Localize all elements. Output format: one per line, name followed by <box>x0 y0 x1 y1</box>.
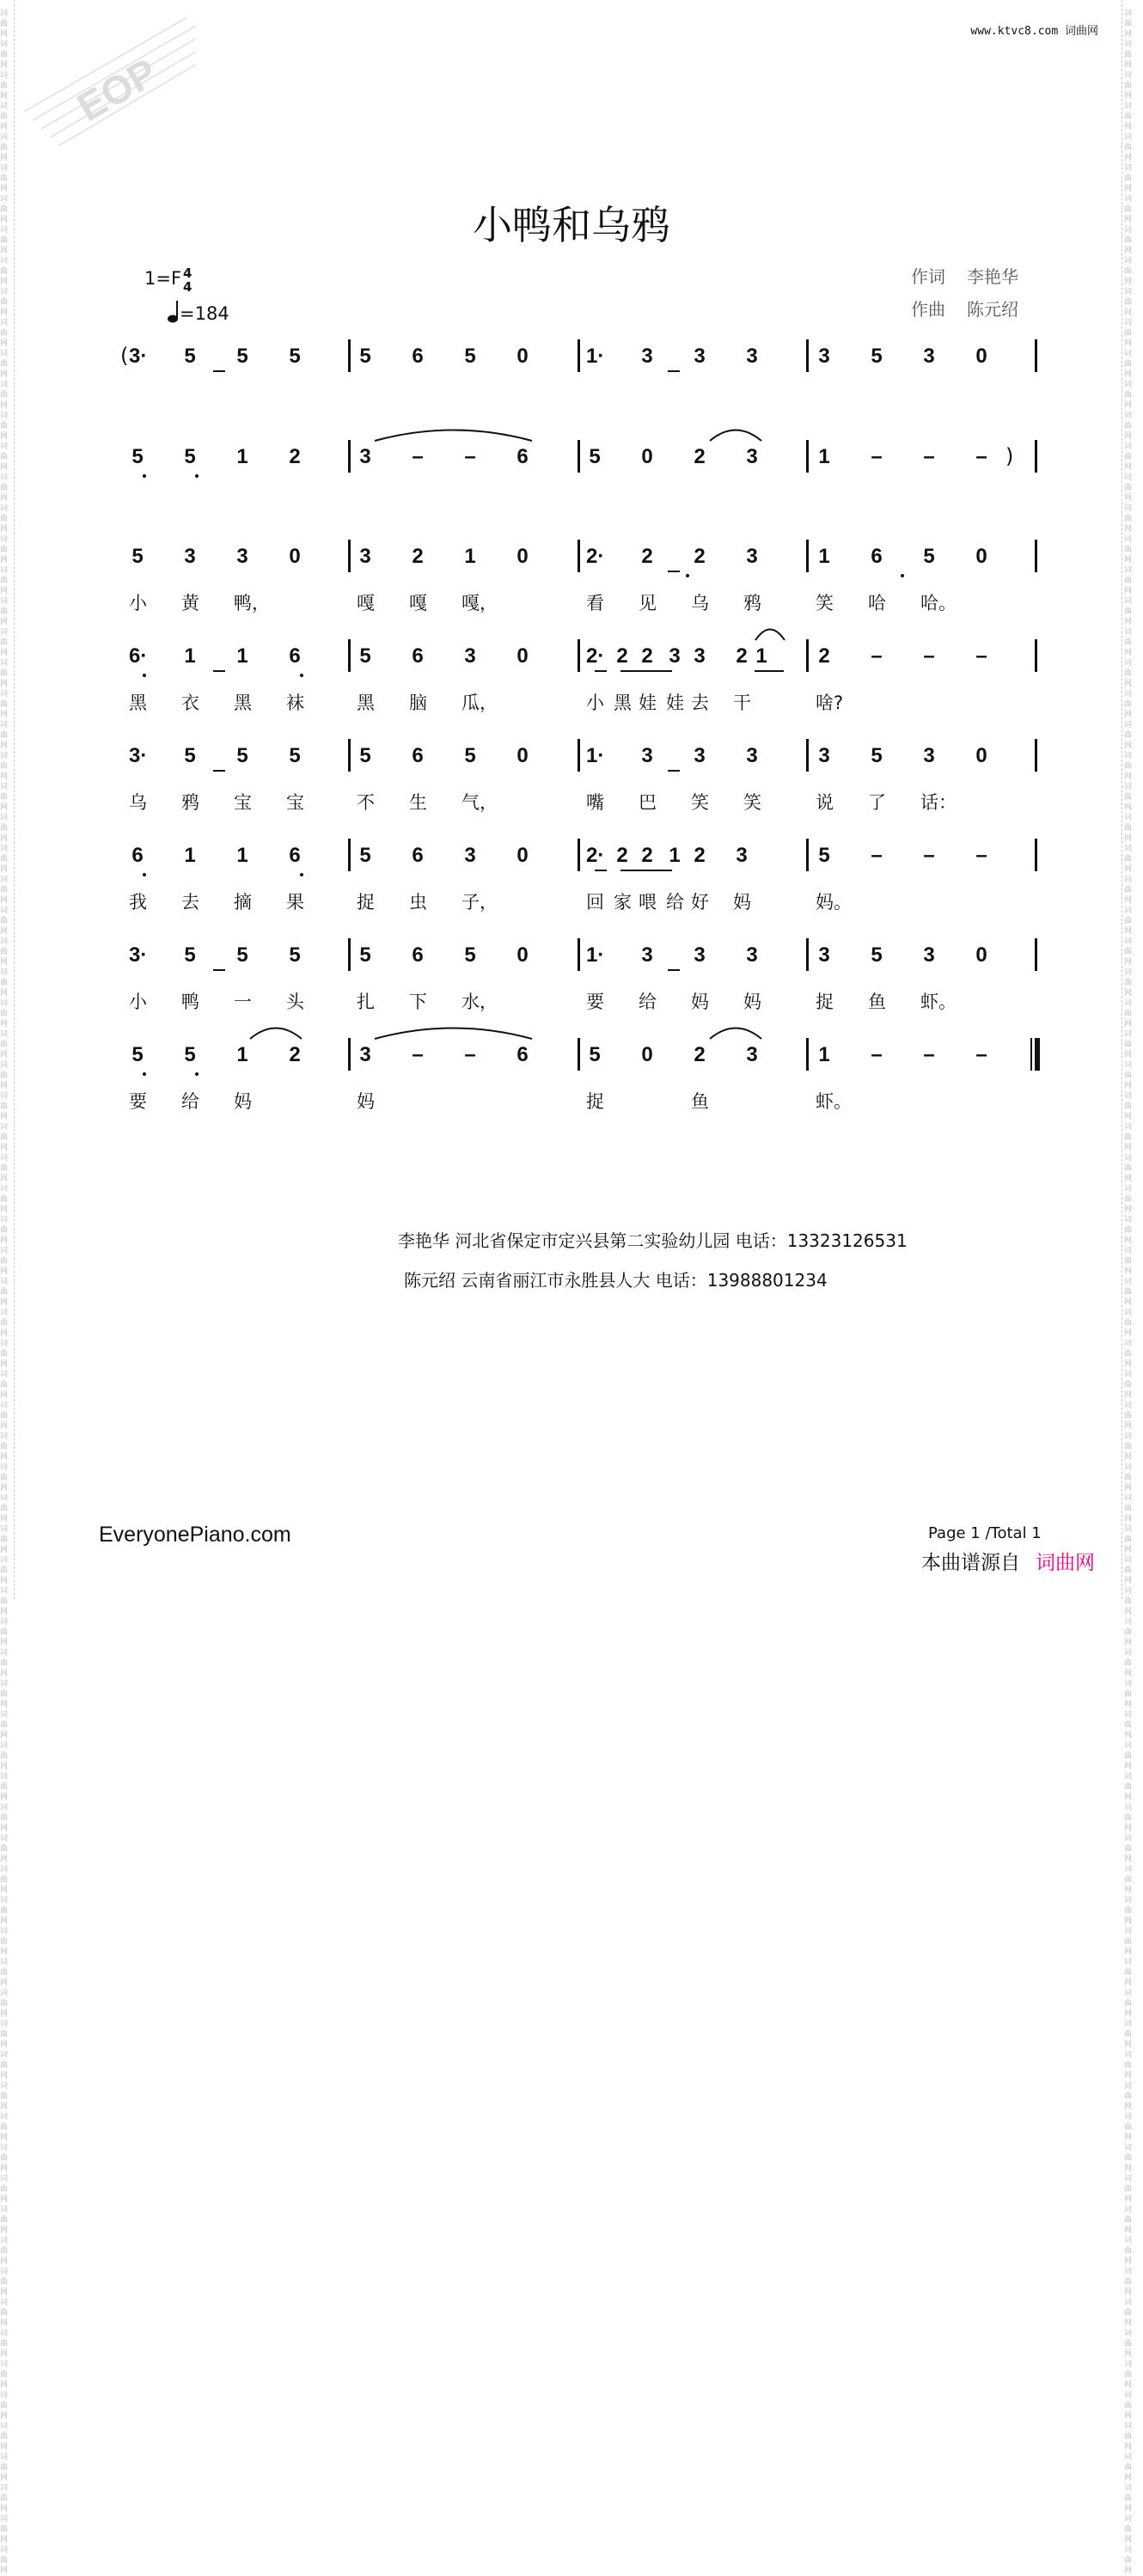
note: 3 <box>359 1043 371 1066</box>
beam-underline <box>213 370 225 372</box>
beam-underline <box>668 770 680 772</box>
note: 0 <box>516 844 529 867</box>
barline <box>1035 839 1037 871</box>
svg-text:EOP: EOP <box>70 49 165 130</box>
note: 5 <box>131 545 144 568</box>
tie-slur <box>249 1024 303 1040</box>
barline <box>578 440 580 473</box>
lyric-syllable: 喂 <box>639 892 657 913</box>
note: – <box>412 1043 424 1066</box>
note: 0 <box>516 943 529 967</box>
lyric-syllable: 给 <box>666 892 684 913</box>
barline <box>1035 639 1037 672</box>
barline <box>578 540 580 572</box>
note: 3 <box>746 744 758 767</box>
note: 3 <box>694 345 706 368</box>
composer-credit: 作曲 陈元绍 <box>911 299 1018 320</box>
note: 1· <box>586 744 605 767</box>
note: 5 <box>236 345 248 368</box>
lyric-syllable: 瓜， <box>461 693 498 713</box>
lyric-syllable: 生 <box>409 792 427 813</box>
note: 0 <box>516 644 529 668</box>
note: 2· <box>586 545 605 568</box>
note: 6 <box>412 844 424 867</box>
note: 3 <box>184 545 196 568</box>
note: 1· <box>586 943 605 967</box>
barline <box>806 440 809 473</box>
octave-dot <box>300 873 303 876</box>
lyric-syllable: 黑 <box>357 693 375 713</box>
lyric-syllable: 鱼 <box>691 1091 709 1112</box>
note: 6 <box>412 744 424 767</box>
note: 3 <box>236 545 248 568</box>
lyric-syllable: 小 <box>129 992 147 1012</box>
note: – <box>923 445 935 468</box>
octave-dot <box>143 873 146 876</box>
note: 2 <box>694 545 706 568</box>
lyric-syllable: 水， <box>461 992 498 1012</box>
lyric-syllable: 话： <box>920 792 957 813</box>
lyric-syllable: 回 <box>586 892 604 913</box>
lyric-syllable: 袜 <box>286 693 304 713</box>
note: 5 <box>464 744 476 767</box>
note: 0 <box>516 744 529 767</box>
lyric-syllable: 见 <box>639 593 657 613</box>
note: 0 <box>516 545 529 568</box>
note: 0 <box>975 345 987 368</box>
lyric-syllable: 给 <box>639 992 657 1012</box>
note: 5 <box>871 744 883 767</box>
barline <box>1035 739 1037 772</box>
final-barline <box>1030 1038 1032 1071</box>
lyric-syllable: 扎 <box>357 992 375 1012</box>
lyric-syllable: 嘎 <box>357 593 375 613</box>
tie-slur <box>709 426 762 442</box>
lyric-syllable: 鸦 <box>181 792 199 813</box>
octave-dot <box>901 574 904 577</box>
note: 3 <box>464 644 476 668</box>
note: 3 <box>923 744 935 767</box>
note: 3 <box>464 844 476 867</box>
lyric-syllable: 鸭， <box>234 593 270 613</box>
lyric-syllable: 啥? <box>816 693 844 713</box>
page-indicator: Page 1 /Total 1 <box>928 1524 1042 1542</box>
footer-brand: EveryonePiano.com <box>99 1523 291 1547</box>
note: 6 <box>516 1043 529 1066</box>
note: 3 <box>694 644 706 668</box>
beam-underline <box>620 670 672 672</box>
lyric-syllable: 小 <box>129 593 147 613</box>
note: 6 <box>871 545 883 568</box>
note: 5 <box>236 744 248 767</box>
note: 6 <box>289 644 301 668</box>
beam-underline <box>755 670 784 672</box>
octave-dot <box>143 1072 146 1076</box>
beam-underline <box>213 770 225 772</box>
lyric-syllable: 衣 <box>181 693 199 713</box>
note: 2 <box>694 1043 706 1066</box>
lyric-syllable: 捉 <box>816 992 834 1012</box>
site-url: www.ktvc8.com 词曲网 <box>970 25 1098 38</box>
note: 2 <box>694 445 706 468</box>
lyric-syllable: 下 <box>409 992 427 1012</box>
note: 5 <box>289 345 301 368</box>
note: 3 <box>746 943 758 967</box>
lyric-syllable: 黑 <box>129 693 147 713</box>
lyric-syllable: 妈 <box>234 1091 252 1112</box>
note: 3 <box>818 744 830 767</box>
lyric-syllable: 气， <box>461 792 498 813</box>
lyric-syllable: 嘎， <box>461 593 498 613</box>
lyric-syllable: 笑 <box>743 792 761 813</box>
lyric-syllable: 哈 <box>868 593 886 613</box>
note: 6 <box>412 644 424 668</box>
note: 1 <box>184 844 196 867</box>
note: 3 <box>746 545 758 568</box>
note: 6 <box>131 844 144 867</box>
barline <box>806 1038 809 1071</box>
note: 5 <box>359 345 371 368</box>
beam-underline <box>620 870 672 871</box>
note: 3 <box>359 445 371 468</box>
note: 5 <box>184 943 196 967</box>
note: 1 <box>669 844 681 867</box>
note: 0 <box>975 943 987 967</box>
source-credit: 本曲谱源自 词曲网 <box>921 1552 1095 1574</box>
barline <box>578 739 580 772</box>
lyric-syllable: 要 <box>586 992 604 1012</box>
lyric-syllable: 果 <box>286 892 304 913</box>
note: 5 <box>923 545 935 568</box>
note: 1 <box>755 644 767 668</box>
note: – <box>464 1043 476 1066</box>
note: 5 <box>464 943 476 967</box>
contact-lyricist: 李艳华 河北省保定市定兴县第二实验幼儿园 电话：13323126531 <box>398 1230 908 1251</box>
lyric-syllable: 嘎 <box>409 593 427 613</box>
note: 5 <box>184 744 196 767</box>
note: 3 <box>746 1043 758 1066</box>
lyric-syllable: 妈。 <box>816 892 852 913</box>
note: – <box>975 445 987 468</box>
note: 6 <box>516 445 529 468</box>
lyricist-credit: 作词 李艳华 <box>911 266 1018 287</box>
note: 3 <box>359 545 371 568</box>
note: 2 <box>641 844 653 867</box>
octave-dot <box>195 1072 199 1076</box>
barline <box>348 839 351 871</box>
note: – <box>871 844 883 867</box>
lyric-syllable: 去 <box>181 892 199 913</box>
note: 0 <box>516 345 529 368</box>
barline <box>348 440 351 473</box>
lyric-syllable: 家 <box>614 892 632 913</box>
lyric-syllable: 妈 <box>691 992 709 1012</box>
lyric-syllable: 鱼 <box>868 992 886 1012</box>
lyric-syllable: 巴 <box>639 792 657 813</box>
barline <box>578 839 580 871</box>
note: 3 <box>818 943 830 967</box>
note: 2 <box>641 545 653 568</box>
note: 1 <box>236 1043 248 1066</box>
note: 5 <box>131 1043 144 1066</box>
time-signature: 4 4 <box>183 266 193 295</box>
note: – <box>975 844 987 867</box>
barline <box>1035 540 1037 572</box>
lyric-syllable: 干 <box>733 693 751 713</box>
beam-underline <box>668 370 680 372</box>
note: 2 <box>736 644 748 668</box>
quarter-note-icon <box>168 301 180 323</box>
lyric-syllable: 好 <box>691 892 709 913</box>
beam-underline <box>668 969 680 971</box>
lyric-syllable: 嘴 <box>586 792 604 813</box>
beam-underline <box>595 870 607 871</box>
tie-slur <box>755 626 785 641</box>
lyric-syllable: 笑 <box>691 792 709 813</box>
lyric-syllable: 脑 <box>409 693 427 713</box>
octave-dot <box>143 474 146 478</box>
note: 2 <box>694 844 706 867</box>
beam-underline <box>668 571 680 572</box>
note: 5 <box>289 744 301 767</box>
note: 2 <box>289 1043 301 1066</box>
lyric-syllable: 黑 <box>614 693 632 713</box>
barline <box>578 639 580 672</box>
note: 5 <box>359 744 371 767</box>
note: 2· <box>586 644 605 668</box>
barline <box>348 938 351 971</box>
lyric-syllable: 乌 <box>129 792 147 813</box>
note: 6· <box>129 644 148 668</box>
note: 2 <box>412 545 424 568</box>
barline <box>578 938 580 971</box>
final-barline-thick <box>1036 1038 1040 1071</box>
lyric-syllable: 妈 <box>743 992 761 1012</box>
note: – <box>871 445 883 468</box>
note: 1 <box>236 445 248 468</box>
note: 2 <box>641 644 653 668</box>
note: 0 <box>641 445 653 468</box>
note: 0 <box>289 545 301 568</box>
note: 5 <box>359 644 371 668</box>
lyric-syllable: 宝 <box>286 792 304 813</box>
tie-slur <box>374 1024 533 1040</box>
note: 5 <box>818 844 830 867</box>
tie-slur <box>374 426 533 442</box>
lyric-syllable: 我 <box>129 892 147 913</box>
note: 3 <box>746 345 758 368</box>
octave-dot <box>195 474 199 478</box>
barline <box>1035 440 1037 473</box>
lyric-syllable: 捉 <box>586 1091 604 1112</box>
note: – <box>923 1043 935 1066</box>
lyric-syllable: 了 <box>868 792 886 813</box>
octave-dot <box>686 574 689 577</box>
octave-dot <box>300 674 303 677</box>
open-paren: ( <box>120 344 129 368</box>
note: 2 <box>616 844 628 867</box>
lyric-syllable: 去 <box>691 693 709 713</box>
lyric-syllable: 哈。 <box>920 593 957 613</box>
barline <box>806 339 809 372</box>
note: 2· <box>586 844 605 867</box>
note: 3 <box>818 345 830 368</box>
note: 6 <box>289 844 301 867</box>
note: 5 <box>359 844 371 867</box>
lyric-syllable: 黄 <box>181 593 199 613</box>
note: 2 <box>289 445 301 468</box>
lyric-syllable: 娃 <box>666 693 684 713</box>
note: 5 <box>464 345 476 368</box>
note: 5 <box>871 345 883 368</box>
note: 3 <box>641 744 653 767</box>
lyric-syllable: 捉 <box>357 892 375 913</box>
note: 3 <box>694 943 706 967</box>
lyric-syllable: 小 <box>586 693 604 713</box>
lyric-syllable: 虾。 <box>920 992 957 1012</box>
note: 3 <box>923 943 935 967</box>
barline <box>578 339 580 372</box>
lyric-syllable: 妈 <box>733 892 751 913</box>
lyric-syllable: 乌 <box>691 593 709 613</box>
note: 0 <box>975 545 987 568</box>
note: 2 <box>616 644 628 668</box>
lyric-syllable: 看 <box>586 593 604 613</box>
note: 3 <box>736 844 748 867</box>
eop-logo-icon <box>24 17 196 146</box>
lyric-syllable: 子， <box>461 892 498 913</box>
note: 1 <box>464 545 476 568</box>
note: 1 <box>818 1043 830 1066</box>
barline <box>806 739 809 772</box>
note: 1 <box>236 844 248 867</box>
barline <box>348 339 351 372</box>
note: 5 <box>289 943 301 967</box>
note: 3 <box>923 345 935 368</box>
barline <box>348 739 351 772</box>
barline <box>806 938 809 971</box>
note: 1 <box>818 545 830 568</box>
close-paren: ) <box>1005 444 1014 468</box>
note: 0 <box>641 1043 653 1066</box>
note: 6 <box>412 943 424 967</box>
lyric-syllable: 一 <box>234 992 252 1012</box>
note: 5 <box>871 943 883 967</box>
side-watermark-text: 词曲网词曲网词曲网词曲网词曲网词曲网词曲网词曲网词曲网词曲网词曲网词曲网词曲网词曲网词曲网词曲网词曲网词曲网词曲网词曲网词曲网词曲网词曲网词曲网词曲网词曲网词曲网词曲网词曲网词曲网词曲网词曲网词曲网词曲网词曲网词曲网词曲网词曲网词曲网词曲网词曲网词曲网词曲网词曲网词曲网词曲网词曲网词曲网词曲网词曲网词曲网词曲网词曲网词曲网词曲网词曲网词曲网词曲网词曲网词曲网词曲网词曲网词曲网词曲网词曲网词曲网词曲网词曲网词曲网词曲网词曲网词曲网词曲网词曲网词曲网词曲网词曲网词曲网词曲网词曲网词曲网词曲网词曲网 <box>1124 9 1133 2575</box>
note: 3 <box>641 345 653 368</box>
note: 5 <box>359 943 371 967</box>
lyric-syllable: 要 <box>129 1091 147 1112</box>
barline <box>348 540 351 572</box>
note: 5 <box>184 345 196 368</box>
barline <box>1035 339 1037 372</box>
key-signature: 1=F <box>144 268 182 289</box>
song-title: 小鸭和乌鸦 <box>473 202 670 248</box>
lyric-syllable: 头 <box>286 992 304 1012</box>
note: 3· <box>129 345 148 368</box>
barline <box>806 839 809 871</box>
side-watermark-text: 词曲网词曲网词曲网词曲网词曲网词曲网词曲网词曲网词曲网词曲网词曲网词曲网词曲网词曲网词曲网词曲网词曲网词曲网词曲网词曲网词曲网词曲网词曲网词曲网词曲网词曲网词曲网词曲网词曲网词曲网词曲网词曲网词曲网词曲网词曲网词曲网词曲网词曲网词曲网词曲网词曲网词曲网词曲网词曲网词曲网词曲网词曲网词曲网词曲网词曲网词曲网词曲网词曲网词曲网词曲网词曲网词曲网词曲网词曲网词曲网词曲网词曲网词曲网词曲网词曲网词曲网词曲网词曲网词曲网词曲网词曲网词曲网词曲网词曲网词曲网词曲网词曲网词曲网词曲网词曲网词曲网词曲网词曲网 <box>0 9 9 2575</box>
note: 3 <box>669 644 681 668</box>
note: – <box>975 644 987 668</box>
barline <box>1035 938 1037 971</box>
note: – <box>975 1043 987 1066</box>
note: 3· <box>129 943 148 967</box>
barline <box>578 1038 580 1071</box>
note: – <box>871 644 883 668</box>
beam-underline <box>595 670 607 672</box>
lyric-syllable: 笑 <box>816 593 834 613</box>
note: – <box>923 844 935 867</box>
note: 5 <box>589 445 601 468</box>
lyric-syllable: 不 <box>357 792 375 813</box>
note: 0 <box>975 744 987 767</box>
lyric-syllable: 说 <box>816 792 834 813</box>
note: 5 <box>236 943 248 967</box>
beam-underline <box>213 670 225 672</box>
contact-composer: 陈元绍 云南省丽江市永胜县人大 电话：13988801234 <box>404 1270 828 1291</box>
note: 1 <box>184 644 196 668</box>
note: – <box>923 644 935 668</box>
note: 5 <box>131 445 144 468</box>
note: – <box>871 1043 883 1066</box>
note: – <box>464 445 476 468</box>
note: 3 <box>746 445 758 468</box>
barline <box>348 639 351 672</box>
note: 5 <box>184 1043 196 1066</box>
barline <box>348 1038 351 1071</box>
note: 3 <box>641 943 653 967</box>
note: 3· <box>129 744 148 767</box>
tempo-marking: =184 <box>168 301 229 324</box>
lyric-syllable: 黑 <box>234 693 252 713</box>
lyric-syllable: 宝 <box>234 792 252 813</box>
lyric-syllable: 摘 <box>234 892 252 913</box>
lyric-syllable: 妈 <box>357 1091 375 1112</box>
lyric-syllable: 鸭 <box>181 992 199 1012</box>
note: 3 <box>694 744 706 767</box>
lyric-syllable: 虫 <box>409 892 427 913</box>
note: 2 <box>818 644 830 668</box>
octave-dot <box>143 674 146 677</box>
note: 5 <box>589 1043 601 1066</box>
lyric-syllable: 虾。 <box>816 1091 852 1112</box>
barline <box>806 540 809 572</box>
note: 1· <box>586 345 605 368</box>
note: 1 <box>236 644 248 668</box>
lyric-syllable: 鸦 <box>743 593 761 613</box>
note: 6 <box>412 345 424 368</box>
tie-slur <box>709 1024 762 1040</box>
beam-underline <box>213 969 225 971</box>
lyric-syllable: 给 <box>181 1091 199 1112</box>
barline <box>806 639 809 672</box>
lyric-syllable: 娃 <box>639 693 657 713</box>
note: 1 <box>818 445 830 468</box>
note: – <box>412 445 424 468</box>
note: 5 <box>184 445 196 468</box>
